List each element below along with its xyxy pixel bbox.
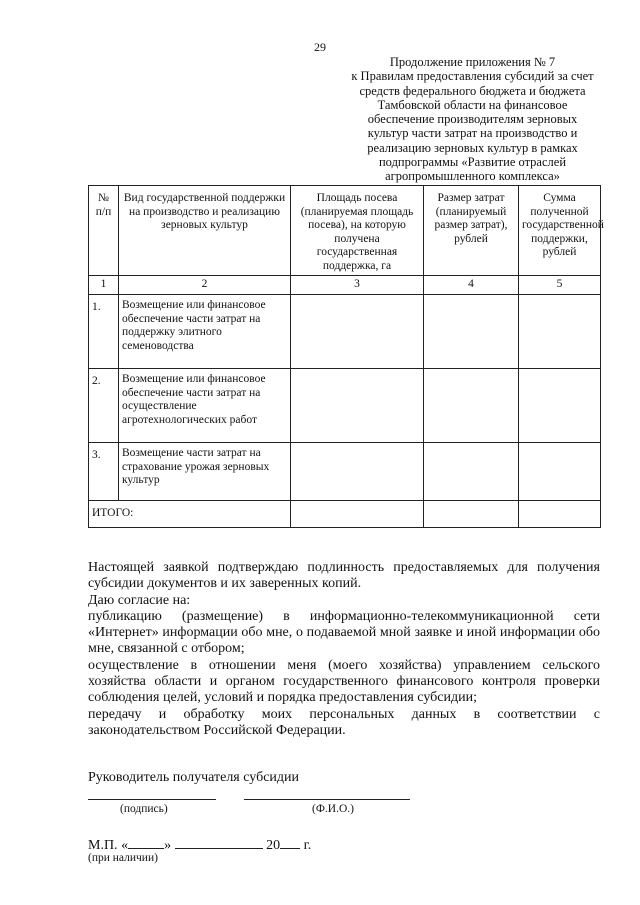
table-row bbox=[89, 443, 601, 501]
total-area-cell[interactable] bbox=[291, 501, 424, 528]
row-description: Возмещение части затрат на страхование урожая зерновых культур bbox=[119, 443, 291, 501]
name-caption: (Ф.И.О.) bbox=[312, 803, 354, 815]
column-number: 1 bbox=[89, 276, 119, 295]
total-amount-cell[interactable] bbox=[519, 501, 601, 528]
consent-personal-data: передачу и обработку моих персональных данных в соответствии с законодательством Российской Федерации. bbox=[88, 706, 600, 738]
year-suffix: г. bbox=[303, 838, 312, 853]
costs-cell[interactable] bbox=[424, 443, 519, 501]
amount-cell[interactable] bbox=[519, 295, 601, 369]
header-line: Тамбовской области на финансовое bbox=[377, 97, 568, 112]
support-table bbox=[88, 185, 604, 528]
total-row bbox=[89, 501, 601, 528]
row-number: 3. bbox=[89, 443, 119, 501]
amount-cell[interactable] bbox=[519, 369, 601, 443]
column-number: 2 bbox=[119, 276, 291, 295]
costs-cell[interactable] bbox=[424, 295, 519, 369]
year-prefix: 20 bbox=[266, 838, 281, 853]
area-cell[interactable] bbox=[291, 369, 424, 443]
total-label: ИТОГО: bbox=[89, 501, 291, 528]
row-description: Возмещение или финансовое обеспечение части затрат на осуществление агротехнологических работ bbox=[119, 369, 291, 443]
header-line: средств федерального бюджета и бюджета bbox=[359, 83, 586, 98]
row-number: 2. bbox=[89, 369, 119, 443]
area-cell[interactable] bbox=[291, 443, 424, 501]
header-line: к Правилам предоставления субсидий за счет bbox=[351, 69, 594, 84]
header-line: культур части затрат на производство и bbox=[367, 126, 578, 141]
col-header-area: Площадь посева (планируемая площадь посева), на которую получена государственная поддержка, га bbox=[291, 186, 424, 276]
name-line[interactable] bbox=[244, 799, 410, 800]
consent-publication: публикацию (размещение) в информационно-телекоммуникационной сети «Интернет» информации обо мне, о подаваемой мной заявке и иной информации обо мне, связанной с отбором; bbox=[88, 608, 600, 657]
signature-line[interactable] bbox=[88, 799, 216, 800]
header-line: подпрограммы «Развитие отраслей bbox=[378, 155, 567, 170]
header-line: агропромышленного комплекса» bbox=[385, 169, 560, 184]
quote-close: » bbox=[164, 838, 172, 853]
area-cell[interactable] bbox=[291, 295, 424, 369]
year-field[interactable] bbox=[280, 836, 300, 849]
total-costs-cell[interactable] bbox=[424, 501, 519, 528]
month-field[interactable] bbox=[175, 836, 263, 849]
column-number: 3 bbox=[291, 276, 424, 295]
row-number: 1. bbox=[89, 295, 119, 369]
table-row bbox=[89, 369, 601, 443]
row-description: Возмещение или финансовое обеспечение части затрат на поддержку элитного семеноводства bbox=[119, 295, 291, 369]
signature-caption: (подпись) bbox=[120, 803, 168, 815]
col-header-amount: Сумма полученной государственной поддержки, рублей bbox=[519, 186, 601, 276]
declaration-text bbox=[88, 560, 600, 739]
header-line: обеспечение производителям зерновых bbox=[367, 112, 578, 127]
col-header-npp: № п/п bbox=[89, 186, 119, 276]
consent-intro: Даю согласие на: bbox=[88, 592, 191, 608]
header-line: Продолжение приложения № 7 bbox=[389, 55, 556, 69]
table-header-row bbox=[89, 186, 601, 276]
col-header-costs: Размер затрат (планируемый размер затрат), рублей bbox=[424, 186, 519, 276]
header-line: реализацию зерновых культур в рамках bbox=[367, 140, 578, 155]
table-row bbox=[89, 295, 601, 369]
amount-cell[interactable] bbox=[519, 443, 601, 501]
day-field[interactable] bbox=[128, 836, 164, 849]
signature-title: Руководитель получателя субсидии bbox=[88, 770, 300, 785]
page-number: 29 bbox=[314, 40, 326, 54]
costs-cell[interactable] bbox=[424, 369, 519, 443]
column-number: 5 bbox=[519, 276, 601, 295]
column-number: 4 bbox=[424, 276, 519, 295]
if-any-note: (при наличии) bbox=[88, 852, 158, 864]
confirmation-paragraph: Настоящей заявкой подтверждаю подлинность предоставляемых для получения субсидии документов и их заверенных копий. bbox=[88, 560, 600, 592]
appendix-header bbox=[345, 55, 600, 184]
seal-label: М.П. bbox=[88, 838, 118, 853]
column-number-row bbox=[89, 276, 601, 295]
consent-inspection: осуществление в отношении меня (моего хозяйства) управлением сельского хозяйства области и органом государственного финансового контроля проверки соблюдения целей, условий и порядка предоставления субсидии; bbox=[88, 657, 600, 706]
quote-open: « bbox=[121, 838, 129, 853]
col-header-support-type: Вид государственной поддержки на производство и реализацию зерновых культур bbox=[119, 186, 291, 276]
